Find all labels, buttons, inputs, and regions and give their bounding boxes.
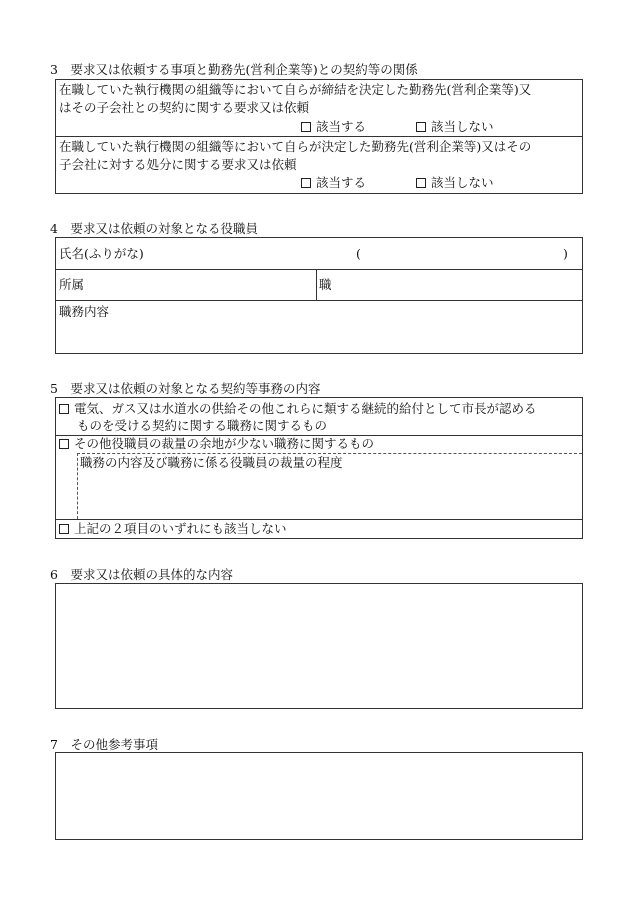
section3-row2-text-line2: 子会社に対する処分に関する要求又は依頼 <box>59 157 297 172</box>
name-label: 氏名(ふりがな) <box>59 246 144 261</box>
checkbox-icon[interactable] <box>301 122 311 132</box>
section5-item1-line2: ものを受ける契約に関する職務に関するもの <box>77 418 328 433</box>
section4-divider-1 <box>56 269 582 270</box>
furigana-paren-close: ) <box>563 246 568 261</box>
section3-row1-text-line2: はその子会社との契約に関する要求又は依頼 <box>59 100 310 115</box>
section3-row1-yes-option[interactable]: 該当する <box>301 118 366 136</box>
affiliation-label: 所属 <box>59 277 85 292</box>
section6-content-box[interactable] <box>55 583 583 709</box>
furigana-paren-open: ( <box>356 246 361 261</box>
section5-table <box>55 397 583 539</box>
section4-table <box>55 237 583 354</box>
section4-column-divider <box>316 269 317 300</box>
section6-title: 6 要求又は依頼の具体的な内容 <box>50 567 233 582</box>
checkbox-icon[interactable] <box>59 404 69 414</box>
section5-title: 5 要求又は依頼の対象となる契約等事務の内容 <box>50 381 321 396</box>
checkbox-icon[interactable] <box>59 439 69 449</box>
section7-content-box[interactable] <box>55 752 583 840</box>
checkbox-icon[interactable] <box>59 524 69 534</box>
section3-row2-no-option[interactable]: 該当しない <box>416 174 494 192</box>
section3-row2-text-line1: 在職していた執行機関の組織等において自らが決定した勤務先(営利企業等)又はその <box>59 139 532 154</box>
checkbox-icon[interactable] <box>416 122 426 132</box>
checkbox-icon[interactable] <box>301 178 311 188</box>
section5-sub-indent-line <box>77 453 78 519</box>
section5-item1[interactable]: 電気、ガス又は水道水の供給その他これらに類する継続的給付として市長が認める <box>59 400 537 418</box>
section5-item3[interactable]: 上記の２項目のいずれにも該当しない <box>59 520 287 538</box>
section3-title: 3 要求又は依頼する事項と勤務先(営利企業等)との契約等の関係 <box>50 62 418 77</box>
duties-label: 職務内容 <box>59 304 110 319</box>
section3-table <box>55 79 583 194</box>
checkbox-icon[interactable] <box>416 178 426 188</box>
section5-item2-sub: 職務の内容及び職務に係る役職員の裁量の程度 <box>80 455 343 470</box>
section4-title: 4 要求又は依頼の対象となる役職員 <box>50 221 258 236</box>
section3-row2-yes-option[interactable]: 該当する <box>301 174 366 192</box>
section5-item2[interactable]: その他役職員の裁量の余地が少ない職務に関するもの <box>59 435 374 453</box>
section3-row-divider <box>56 136 582 137</box>
position-label: 職 <box>319 277 332 292</box>
section7-title: 7 その他参考事項 <box>50 737 158 752</box>
section4-divider-2 <box>56 300 582 301</box>
section3-row1-text-line1: 在職していた執行機関の組織等において自らが締結を決定した勤務先(営利企業等)又 <box>59 82 532 97</box>
section3-row1-no-option[interactable]: 該当しない <box>416 118 494 136</box>
